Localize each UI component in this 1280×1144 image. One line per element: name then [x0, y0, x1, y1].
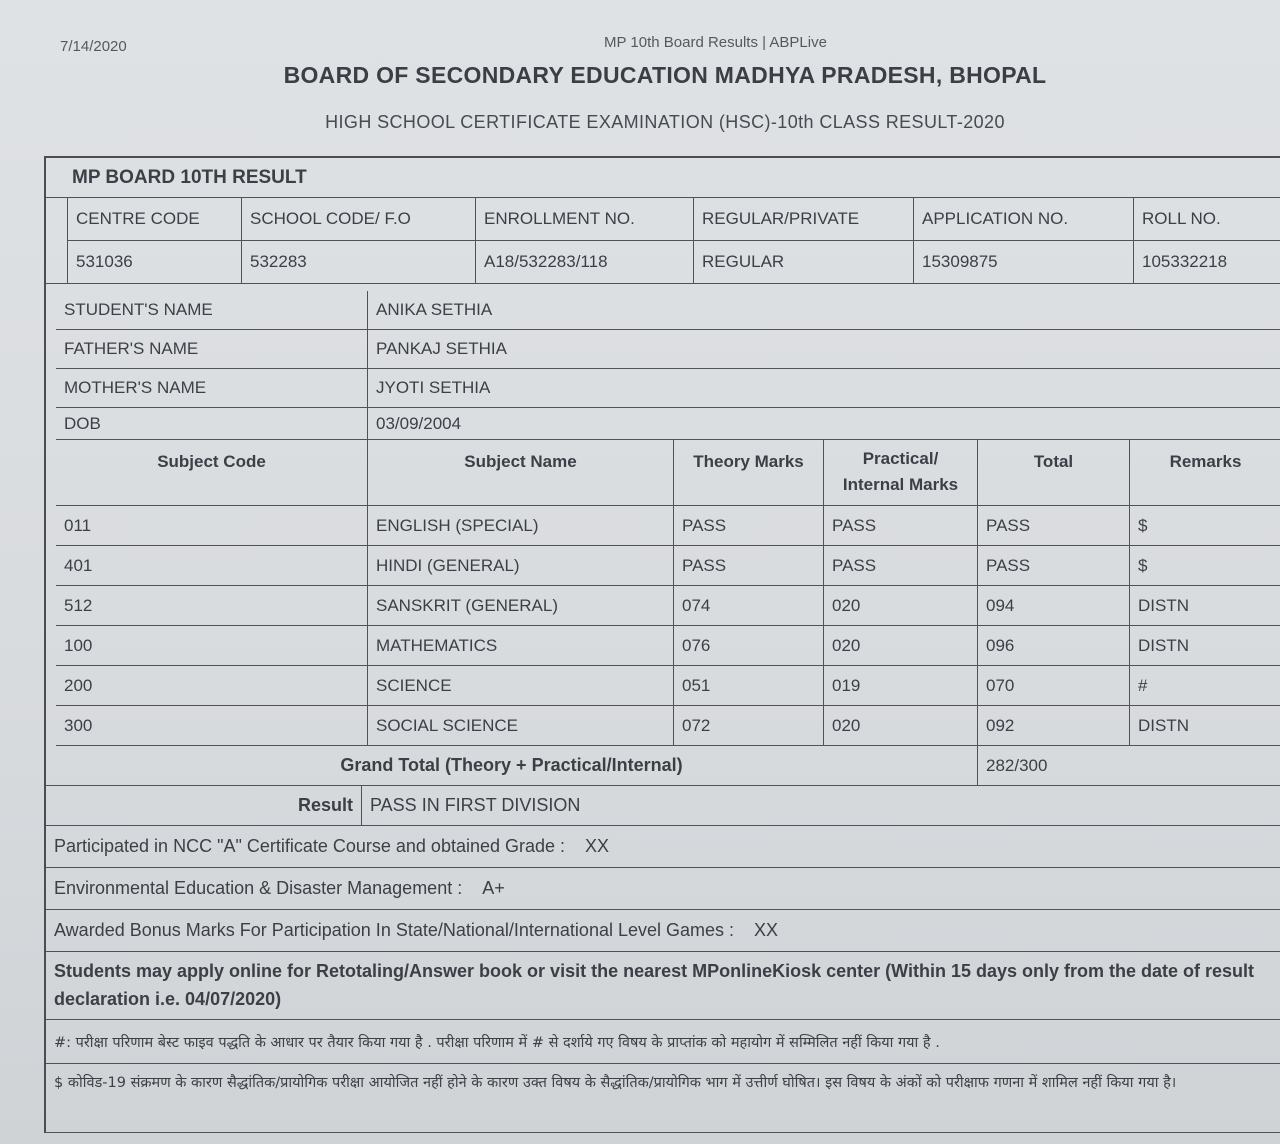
result-sheet — [44, 156, 1280, 1133]
row5-subject: SCIENCE — [368, 666, 674, 706]
header-practical-marks: Practical/ Internal Marks — [824, 440, 978, 506]
board-title: BOARD OF SECONDARY EDUCATION MADHYA PRADESH, BHOPAL — [283, 62, 1047, 88]
row6-subject: SOCIAL SCIENCE — [368, 706, 674, 746]
row5-total: 070 — [978, 666, 1130, 706]
result-value: PASS IN FIRST DIVISION — [362, 786, 1280, 826]
grand-total-value: 282/300 — [978, 746, 1280, 786]
header-remarks: Remarks — [1130, 440, 1280, 506]
footnote-hash: #: परीक्षा परिणाम बेस्ट फाइव पद्धति के आधार पर तैयार किया गया है . परीक्षा परिणाम में # से दर्शाये गए विषय के प्राप्तांक को महायोग में सम्मिलित नहीं किया गया है . — [46, 1020, 1280, 1064]
code-value-enrollment: A18/532283/118 — [476, 241, 694, 284]
father-name-label: FATHER'S NAME — [56, 330, 368, 369]
code-value-roll: 105332218 — [1134, 241, 1280, 284]
code-label-enrollment: ENROLLMENT NO. — [476, 198, 694, 241]
code-value-centre: 531036 — [68, 241, 242, 284]
row4-total: 096 — [978, 626, 1130, 666]
exam-subtitle: HIGH SCHOOL CERTIFICATE EXAMINATION (HSC)-10th CLASS RESULT-2020 — [325, 112, 1005, 132]
row5-theory: 051 — [674, 666, 824, 706]
row4-practical: 020 — [824, 626, 978, 666]
row1-code: 011 — [56, 506, 368, 546]
row2-theory: PASS — [674, 546, 824, 586]
retotaling-notice: Students may apply online for Retotaling/Answer book or visit the nearest MPonlineKiosk center (Within 15 days only from the date of result declaration i.e. 04/07/2020) — [46, 952, 1280, 1020]
row1-total: PASS — [978, 506, 1130, 546]
row2-code: 401 — [56, 546, 368, 586]
header-total: Total — [978, 440, 1130, 506]
footnote-dollar: $ कोविड-19 संक्रमण के कारण सैद्धांतिक/प्रायोगिक परीक्षा आयोजित नहीं होने के कारण उक्त विषय के सैद्धांतिक/प्रायोगिक भाग में उत्तीर्ण घोषित। इस विषय के अंकों को परीक्षाफ गणना में शामिल नहीं किया गया है। — [46, 1064, 1280, 1133]
row4-code: 100 — [56, 626, 368, 666]
row6-remarks: DISTN — [1130, 706, 1280, 746]
header-theory-marks: Theory Marks — [674, 440, 824, 506]
code-label-regular: REGULAR/PRIVATE — [694, 198, 914, 241]
environment-grade: A+ — [482, 878, 505, 898]
row5-code: 200 — [56, 666, 368, 706]
row6-theory: 072 — [674, 706, 824, 746]
row3-subject: SANSKRIT (GENERAL) — [368, 586, 674, 626]
row2-remarks: $ — [1130, 546, 1280, 586]
code-value-application: 15309875 — [914, 241, 1134, 284]
row1-practical: PASS — [824, 506, 978, 546]
ncc-row — [46, 826, 1280, 868]
row1-remarks: $ — [1130, 506, 1280, 546]
code-label-application: APPLICATION NO. — [914, 198, 1134, 241]
row2-subject: HINDI (GENERAL) — [368, 546, 674, 586]
environment-label: Environmental Education & Disaster Management : — [54, 878, 463, 898]
row3-code: 512 — [56, 586, 368, 626]
header-subject-code: Subject Code — [56, 440, 368, 506]
row4-remarks: DISTN — [1130, 626, 1280, 666]
result-heading: MP BOARD 10TH RESULT — [46, 158, 1280, 198]
row1-subject: ENGLISH (SPECIAL) — [368, 506, 674, 546]
row4-subject: MATHEMATICS — [368, 626, 674, 666]
code-label-school: SCHOOL CODE/ F.O — [242, 198, 476, 241]
row3-theory: 074 — [674, 586, 824, 626]
row6-practical: 020 — [824, 706, 978, 746]
row4-theory: 076 — [674, 626, 824, 666]
row2-total: PASS — [978, 546, 1130, 586]
header-subject-name: Subject Name — [368, 440, 674, 506]
print-date: 7/14/2020 — [60, 38, 127, 55]
row5-remarks: # — [1130, 666, 1280, 706]
dob-value: 03/09/2004 — [368, 408, 1280, 440]
environment-row — [46, 868, 1280, 910]
ncc-grade: XX — [585, 836, 610, 856]
row6-total: 092 — [978, 706, 1130, 746]
row5-practical: 019 — [824, 666, 978, 706]
row1-theory: PASS — [674, 506, 824, 546]
mother-name-label: MOTHER'S NAME — [56, 369, 368, 408]
dob-label: DOB — [56, 408, 368, 440]
bonus-row — [46, 910, 1280, 952]
result-label: Result — [46, 786, 362, 826]
site-title: MP 10th Board Results | ABPLive — [604, 34, 827, 51]
row3-practical: 020 — [824, 586, 978, 626]
code-value-school: 532283 — [242, 241, 476, 284]
code-value-regular: REGULAR — [694, 241, 914, 284]
code-label-roll: ROLL NO. — [1134, 198, 1280, 241]
bonus-value: XX — [754, 920, 779, 940]
row3-total: 094 — [978, 586, 1130, 626]
bonus-label: Awarded Bonus Marks For Participation In State/National/International Level Games : — [54, 920, 735, 940]
codes-margin — [46, 198, 68, 284]
ncc-label: Participated in NCC "A" Certificate Course and obtained Grade : — [54, 836, 566, 856]
row2-practical: PASS — [824, 546, 978, 586]
mother-name-value: JYOTI SETHIA — [368, 369, 1280, 408]
student-name-label: STUDENT'S NAME — [56, 291, 368, 330]
student-name-value: ANIKA SETHIA — [368, 291, 1280, 330]
row6-code: 300 — [56, 706, 368, 746]
grand-total-label: Grand Total (Theory + Practical/Internal) — [46, 746, 978, 786]
code-label-centre: CENTRE CODE — [68, 198, 242, 241]
row3-remarks: DISTN — [1130, 586, 1280, 626]
father-name-value: PANKAJ SETHIA — [368, 330, 1280, 369]
